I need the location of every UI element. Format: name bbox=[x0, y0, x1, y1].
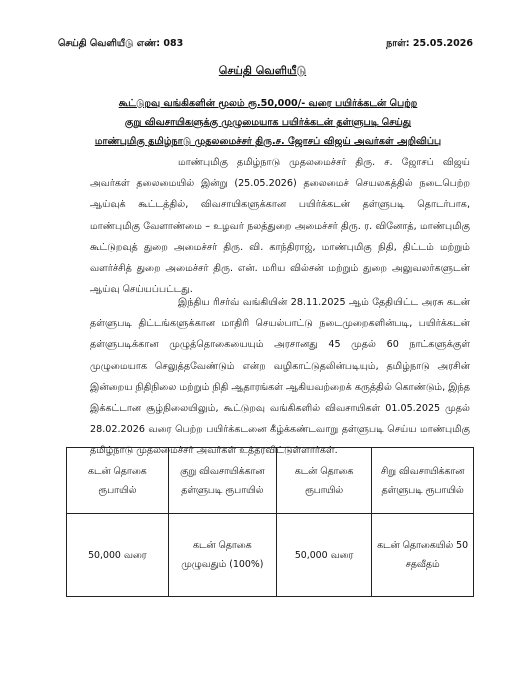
table-header-row bbox=[67, 448, 474, 514]
table-header-cell: சிறு விவசாயிக்கான தள்ளுபடி ரூபாயில் bbox=[372, 448, 474, 514]
subtitle-line-2: குறு விவசாயிகளுக்கு முழுமையாக பயிர்க்கடன் தள்ளுபடி செய்து bbox=[124, 117, 412, 128]
table-header-cell: கடன் தொகை ரூபாயில் bbox=[67, 448, 169, 514]
body-paragraph-2: இந்திய ரிசர்வ் வங்கியின் 28.11.2025 ஆம் தேதியிட்ட அரசு கடன் தள்ளுபடி திட்டங்களுக்கான மாதிரி செயல்பாட்டு நடைமுறைகளின்படி, பயிர்க்கடன் தள்ளுபடிக்கான முழுத்தொகையையும் அரசானது 45 முதல் 60 நாட்களுக்குள் முழுமையாக செலுத்தவேண்டும் என்ற வழிகாட்டுதலின்படியும், தமிழ்நாடு அரசின் இன்றைய நிதிநிலை மற்றும் நிதி ஆதாரங்கள் ஆகியவற்றைக் கருத்தில் கொண்டும், இந்த இக்கட்டான சூழ்நிலையிலும், கூட்டுறவு வங்கிகளில் விவசாயிகள் 01.05.2025 முதல் 28.02.2026 வரை பெற்ற பயிர்க்கடனை கீழ்க்கண்டவாறு தள்ளுபடி செய்ய மாண்புமிகு தமிழ்நாடு முதலமைச்சர் அவர்கள் உத்தரவிட்டுள்ளார்கள். bbox=[90, 297, 470, 457]
page-heading: செய்தி வெளியீடு bbox=[218, 64, 307, 77]
subtitle-line-1: கூட்டுறவு வங்கிகளின் மூலம் ரூ.50,000/- வரை பயிர்க்கடன் பெற்ற bbox=[118, 98, 418, 109]
release-date: நாள்: 25.05.2026 bbox=[386, 38, 473, 49]
announcement-subtitle bbox=[68, 94, 468, 151]
subtitle-line-3: மாண்புமிகு தமிழ்நாடு முதலமைச்சர் திரு.ச. ஜோசப் விஜய் அவர்கள் அறிவிப்பு bbox=[94, 136, 442, 147]
table-cell: கடன் தொகையில் 50 சதவீதம் bbox=[372, 514, 474, 597]
body-paragraph-1: மாண்புமிகு தமிழ்நாடு முதலமைச்சர் திரு. ச. ஜோசப் விஜய் அவர்கள் தலைமையில் இன்று (25.05.2026) தலைமைச் செயலகத்தில் நடைபெற்ற ஆய்வுக் கூட்டத்தில், விவசாயிகளுக்கான பயிர்க்கடன் தள்ளுபடி தொடர்பாக, மாண்புமிகு வேளாண்மை – உழவர் நலத்துறை அமைச்சர் திரு. ர. வினோத், மாண்புமிகு கூட்டுறவுத் துறை அமைச்சர் திரு. வி. காந்திராஜ், மாண்புமிகு நிதி, திட்டம் மற்றும் வளர்ச்சித் துறை அமைச்சர் திரு. என். மரிய வில்சன் மற்றும் துறை அலுவலர்களுடன் ஆய்வு செய்யப்பட்டது. bbox=[90, 157, 470, 296]
table-cell: கடன் தொகை முழுவதும் (100%) bbox=[168, 514, 276, 597]
table-cell: 50,000 வரை bbox=[67, 514, 169, 597]
table-header-cell: குறு விவசாயிக்கான தள்ளுபடி ரூபாயில் bbox=[168, 448, 276, 514]
table-row bbox=[67, 514, 474, 597]
release-number: செய்தி வெளியீடு எண்: 083 bbox=[58, 38, 184, 49]
loan-waiver-table bbox=[66, 447, 474, 597]
table-header-cell: கடன் தொகை ரூபாயில் bbox=[276, 448, 371, 514]
table-cell: 50,000 வரை bbox=[276, 514, 371, 597]
